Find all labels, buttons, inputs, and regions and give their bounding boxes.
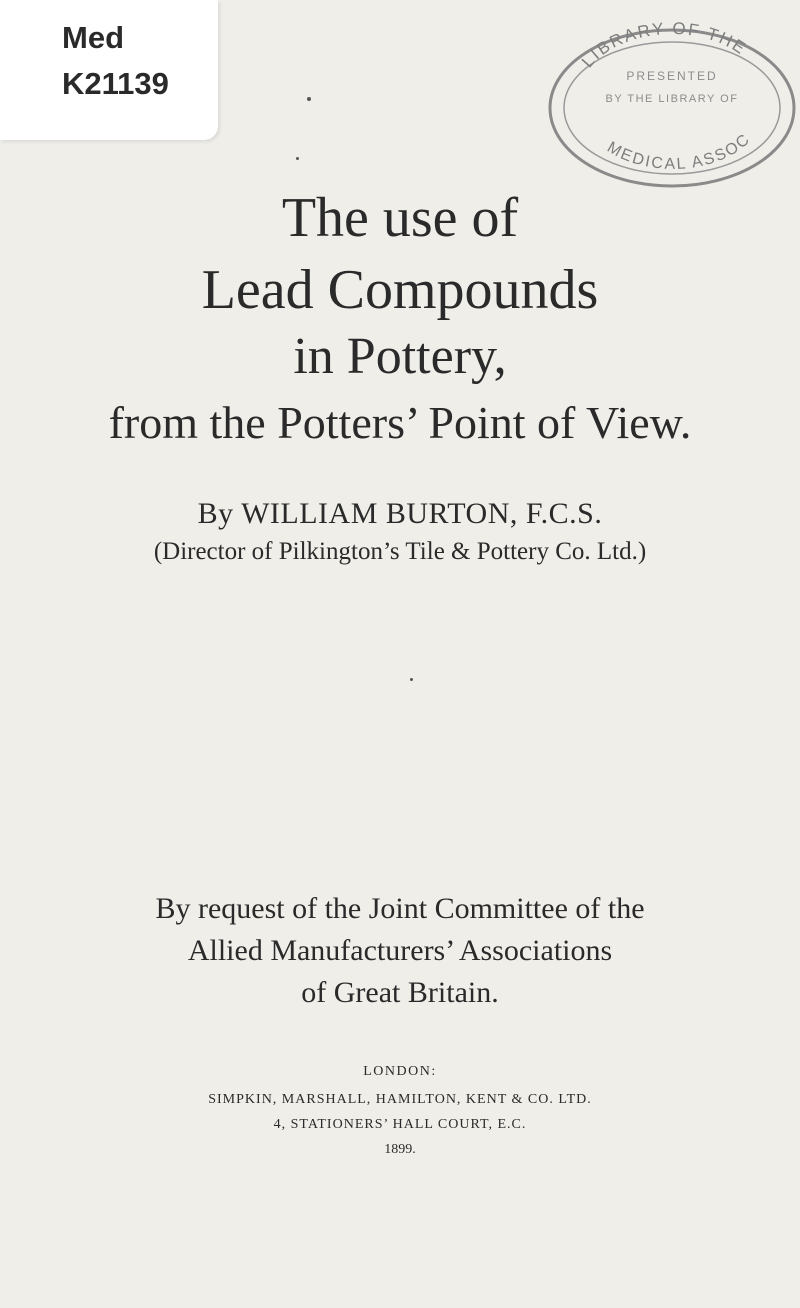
imprint-publisher: SIMPKIN, MARSHALL, HAMILTON, KENT & CO. LTD. [208, 1092, 592, 1107]
request-note [0, 888, 800, 1014]
catalog-label [0, 0, 218, 140]
request-line-3: of Great Britain. [301, 976, 499, 1009]
stamp-bottom-text: MEDICAL ASSOC [604, 130, 755, 174]
title-line-3: in Pottery, [293, 328, 507, 385]
svg-text:MEDICAL ASSOC [604, 130, 754, 173]
imprint-year: 1899. [384, 1142, 416, 1157]
author-affiliation: (Director of Pilkington’s Tile & Pottery Co. Ltd.) [153, 538, 647, 565]
svg-text:LIBRARY OF THE [578, 19, 750, 71]
title-line-2: Lead Compounds [201, 259, 599, 321]
imprint-city: LONDON: [363, 1064, 437, 1079]
ink-speck [307, 97, 311, 101]
stamp-by-text: BY THE LIBRARY OF [605, 93, 739, 105]
stamp-middle-text: PRESENTED [626, 69, 718, 83]
library-stamp [540, 18, 800, 190]
ink-speck [410, 678, 413, 681]
catalog-label-line1: Med [62, 20, 124, 55]
ink-speck [296, 157, 299, 160]
title-line-1: The use of [281, 187, 519, 249]
request-line-2: Allied Manufacturers’ Associations [187, 934, 613, 967]
imprint-address: 4, STATIONERS’ HALL COURT, E.C. [273, 1117, 527, 1132]
title-line-4: from the Potters’ Point of View. [108, 397, 692, 448]
catalog-label-line2: K21139 [62, 66, 169, 101]
request-line-1: By request of the Joint Committee of the [155, 892, 645, 925]
stamp-top-text: LIBRARY OF THE [577, 18, 751, 72]
author-byline: By WILLIAM BURTON, F.C.S. [197, 497, 603, 530]
